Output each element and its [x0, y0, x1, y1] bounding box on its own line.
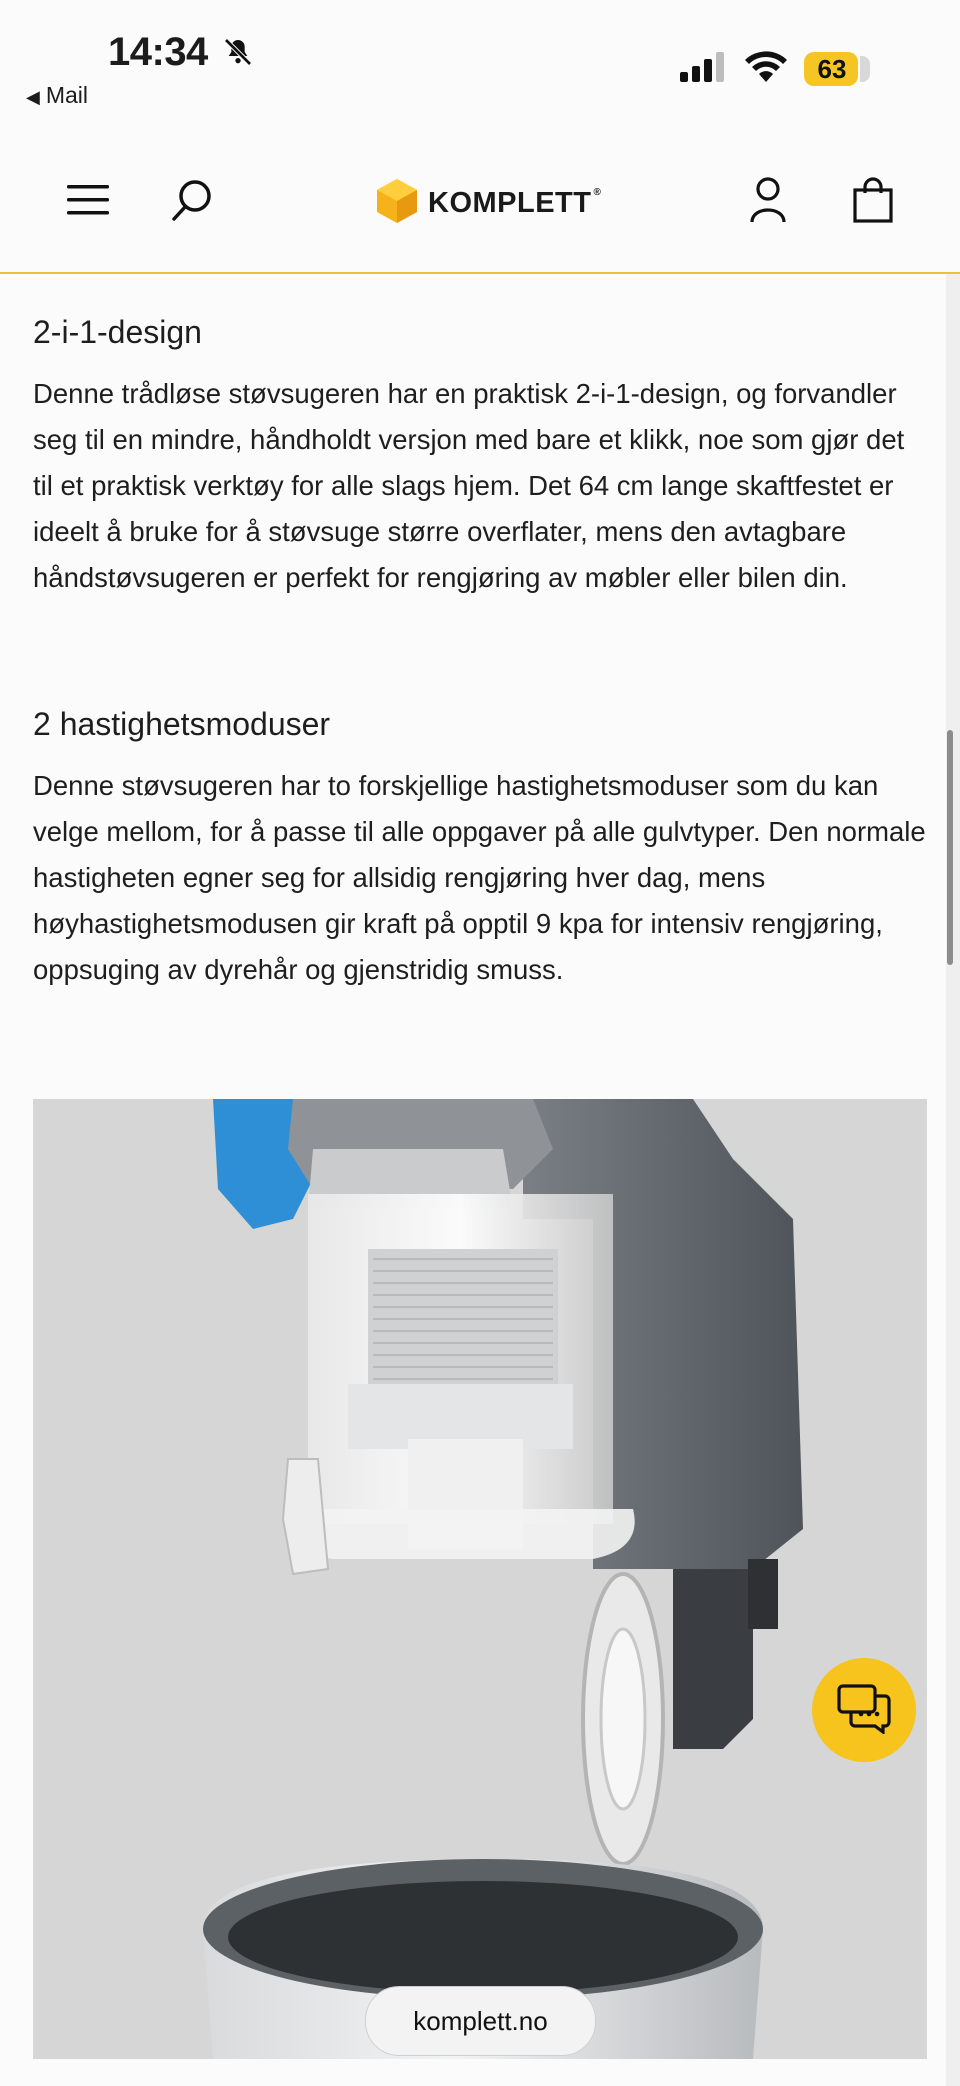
cellular-signal-icon: [680, 52, 728, 89]
status-bar: [0, 0, 960, 130]
back-label: Mail: [45, 82, 89, 108]
menu-button[interactable]: [60, 174, 116, 230]
vacuum-dust-container-illustration: [33, 1099, 927, 2059]
brand-text: KOMPLETT: [428, 186, 592, 219]
page-edge-shadow: [946, 132, 960, 2086]
back-triangle-icon: ◀: [26, 87, 40, 107]
komplett-logo-icon: [376, 178, 418, 229]
battery-level: 63: [817, 54, 847, 84]
address-text: komplett.no: [413, 2005, 548, 2036]
chat-icon: [835, 1682, 893, 1739]
product-description: [33, 274, 927, 993]
menu-icon: [65, 182, 111, 223]
chat-button[interactable]: [812, 1658, 916, 1762]
section-body: Denne trådløse støvsugeren har en praktisk 2-i-1-design, og forvandler seg til en mindre, håndholdt versjon med bare et klikk, noe som gjør det til et praktisk verktøy for alle slags hjem. Det 64 cm lange skaftfestet er ideelt å bruke for å støvsuge større overflater, mens den avtagbare håndstøvsugeren er perfekt for rengjøring av møbler eller bilen din.: [33, 378, 905, 593]
wifi-icon: [744, 50, 788, 89]
bell-slash-icon: [222, 36, 254, 73]
section-heading: 2 hastighetsmoduser: [33, 706, 331, 742]
cart-icon: [852, 177, 894, 228]
search-icon: [168, 176, 216, 229]
account-button[interactable]: [740, 174, 796, 230]
product-image: [33, 1099, 927, 2059]
section-speed-modes: [33, 706, 927, 993]
section-heading: 2-i-1-design: [33, 314, 202, 350]
battery-icon: [804, 52, 870, 86]
back-to-mail[interactable]: [26, 82, 88, 109]
brand-name: [428, 187, 601, 220]
cart-button[interactable]: [845, 174, 901, 230]
section-body: Denne støvsugeren har to forskjellige hastighetsmoduser som du kan velge mellom, for å passe til alle oppgaver på alle gulvtyper. Den normale hastigheten egner seg for allsidig rengjøring hver dag, mens høyhastighetsmodusen gir kraft på opptil 9 kpa for intensiv rengjøring, oppsuging av dyrehår og gjenstridig smuss.: [33, 770, 926, 985]
brand-registered: ®: [593, 186, 602, 198]
scrollbar-thumb[interactable]: [947, 730, 953, 965]
search-button[interactable]: [164, 174, 220, 230]
address-bar[interactable]: [365, 1986, 596, 2056]
clock: 14:34: [108, 30, 208, 74]
site-header: [0, 132, 960, 274]
section-2-in-1-design: [33, 314, 927, 601]
komplett-logo[interactable]: [376, 178, 601, 228]
account-icon: [748, 176, 788, 229]
